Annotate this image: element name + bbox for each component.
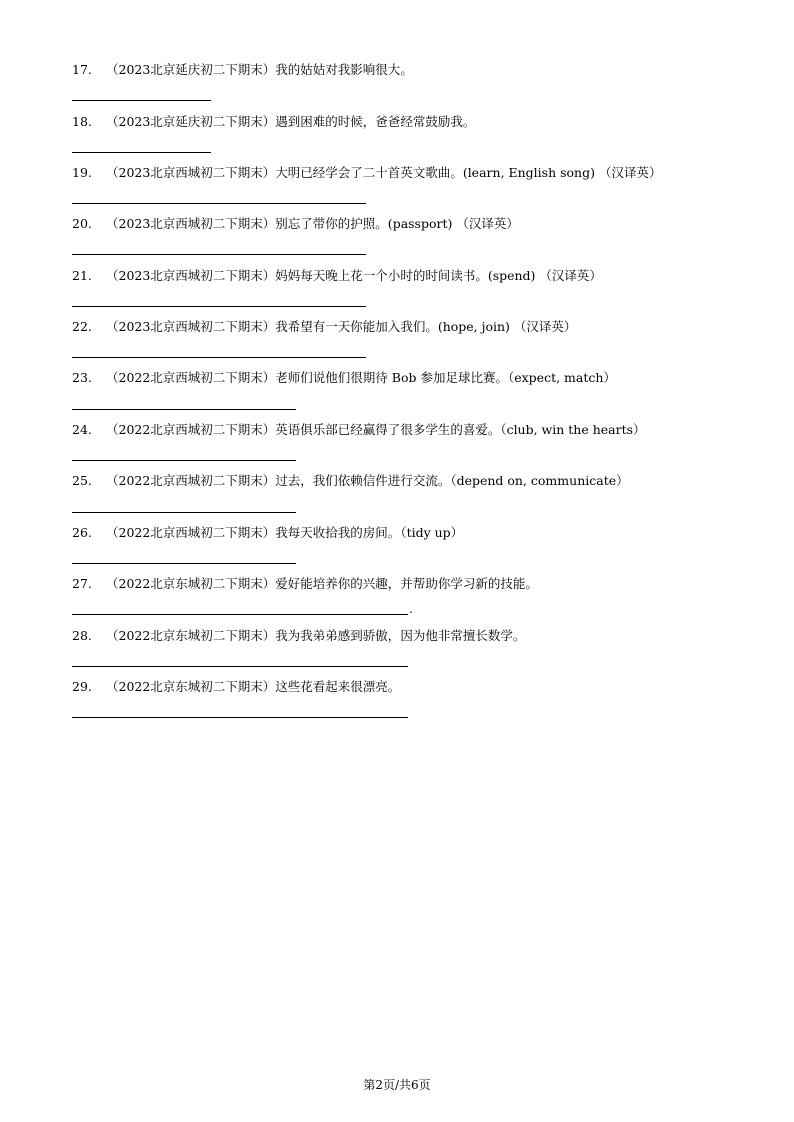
answer-line-27[interactable] bbox=[72, 614, 408, 615]
question-28: 28. （2022北京东城初二下期末）我为我弟弟感到骄傲，因为他非常擅长数学。 bbox=[72, 628, 526, 643]
question-22: 22. （2023北京西城初二下期末）我希望有一天你能加入我们。(hope, join) （汉译英） bbox=[72, 319, 577, 334]
answer-line-20[interactable] bbox=[72, 254, 366, 255]
page-footer: 第2页/共6页 bbox=[363, 1078, 431, 1092]
answer-line-19[interactable] bbox=[72, 203, 366, 204]
answer-line-26[interactable] bbox=[72, 563, 296, 564]
question-19: 19. （2023北京西城初二下期末）大明已经学会了二十首英文歌曲。(learn, English song) （汉译英） bbox=[72, 165, 662, 180]
answer-line-28[interactable] bbox=[72, 666, 408, 667]
question-18: 18. （2023北京延庆初二下期末）遇到困难的时候，爸爸经常鼓励我。 bbox=[72, 114, 476, 129]
question-27: 27. （2022北京东城初二下期末）爱好能培养你的兴趣，并帮助你学习新的技能。 bbox=[72, 576, 538, 591]
answer-line-21[interactable] bbox=[72, 306, 366, 307]
question-25: 25. （2022北京西城初二下期末）过去，我们依赖信件进行交流。（depend on, communicate） bbox=[72, 473, 629, 488]
answer-line-17[interactable] bbox=[72, 100, 211, 101]
line-end-period: . bbox=[409, 602, 413, 616]
answer-line-24[interactable] bbox=[72, 460, 296, 461]
question-24: 24. （2022北京西城初二下期末）英语俱乐部已经赢得了很多学生的喜爱。（club, win the hearts） bbox=[72, 422, 646, 437]
answer-line-18[interactable] bbox=[72, 152, 211, 153]
question-21: 21. （2023北京西城初二下期末）妈妈每天晚上花一个小时的时间读书。(spend) （汉译英） bbox=[72, 268, 602, 283]
answer-line-23[interactable] bbox=[72, 409, 296, 410]
question-17: 17. （2023北京延庆初二下期末）我的姑姑对我影响很大。 bbox=[72, 62, 413, 77]
question-23: 23. （2022北京西城初二下期末）老师们说他们很期待 Bob 参加足球比赛。（expect, match） bbox=[72, 370, 616, 385]
answer-line-22[interactable] bbox=[72, 357, 366, 358]
question-20: 20. （2023北京西城初二下期末）别忘了带你的护照。(passport) （汉译英） bbox=[72, 216, 519, 231]
answer-line-29[interactable] bbox=[72, 717, 408, 718]
question-26: 26. （2022北京西城初二下期末）我每天收拾我的房间。（tidy up） bbox=[72, 525, 464, 540]
question-29: 29. （2022北京东城初二下期末）这些花看起来很漂亮。 bbox=[72, 679, 401, 694]
answer-line-25[interactable] bbox=[72, 512, 296, 513]
